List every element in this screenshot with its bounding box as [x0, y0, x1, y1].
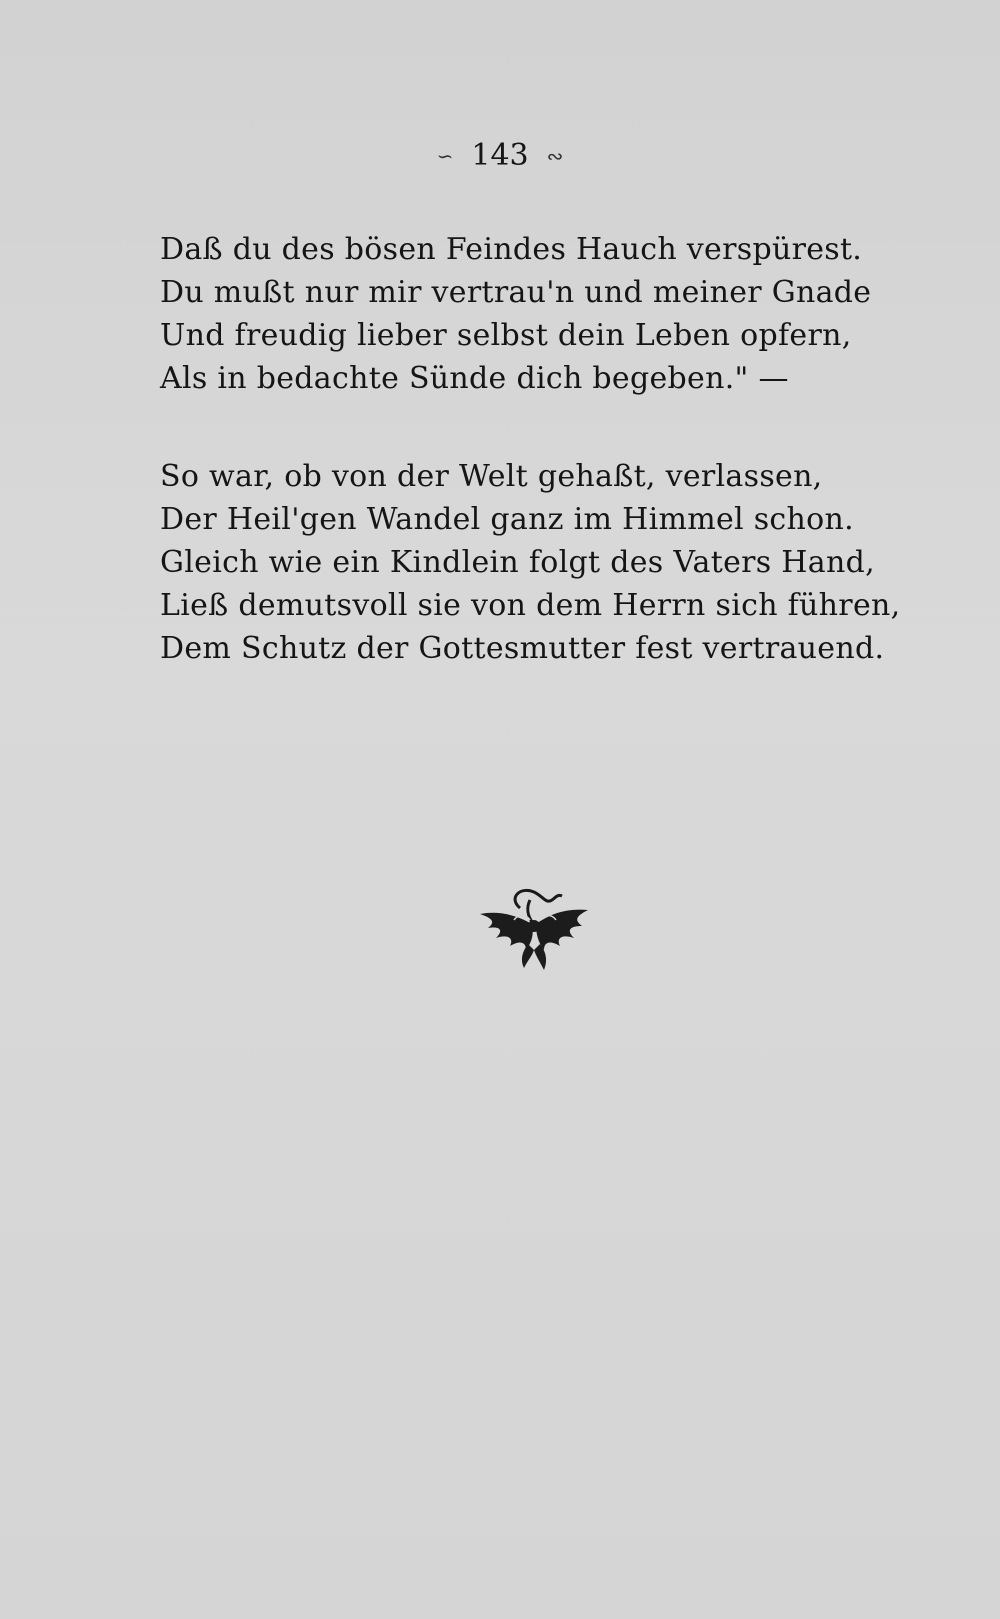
stanza-2: [160, 455, 920, 670]
verse-line: Daß du des bösen Feindes Hauch verspürest.: [160, 232, 863, 267]
page-header: [0, 138, 1000, 173]
verse-line: Als in bedachte Sünde dich begeben." —: [160, 361, 789, 396]
floral-ornament-icon: [470, 880, 600, 980]
verse-line: Du mußt nur mir vertrau'n und meiner Gnade: [160, 275, 872, 310]
page-number: 143: [471, 138, 529, 173]
verse-line: Ließ demutsvoll sie von dem Herrn sich führen,: [160, 588, 901, 623]
left-ornament-icon: ∽: [436, 143, 454, 168]
right-ornament-icon: ∾: [546, 143, 564, 168]
verse-line: Dem Schutz der Gottesmutter fest vertrauend.: [160, 631, 885, 666]
verse-line: Der Heil'gen Wandel ganz im Himmel schon.: [160, 502, 854, 537]
stanza-1: [160, 228, 920, 400]
verse-line: So war, ob von der Welt gehaßt, verlassen,: [160, 459, 823, 494]
verse-line: Und freudig lieber selbst dein Leben opfern,: [160, 318, 852, 353]
verse-line: Gleich wie ein Kindlein folgt des Vaters Hand,: [160, 545, 875, 580]
